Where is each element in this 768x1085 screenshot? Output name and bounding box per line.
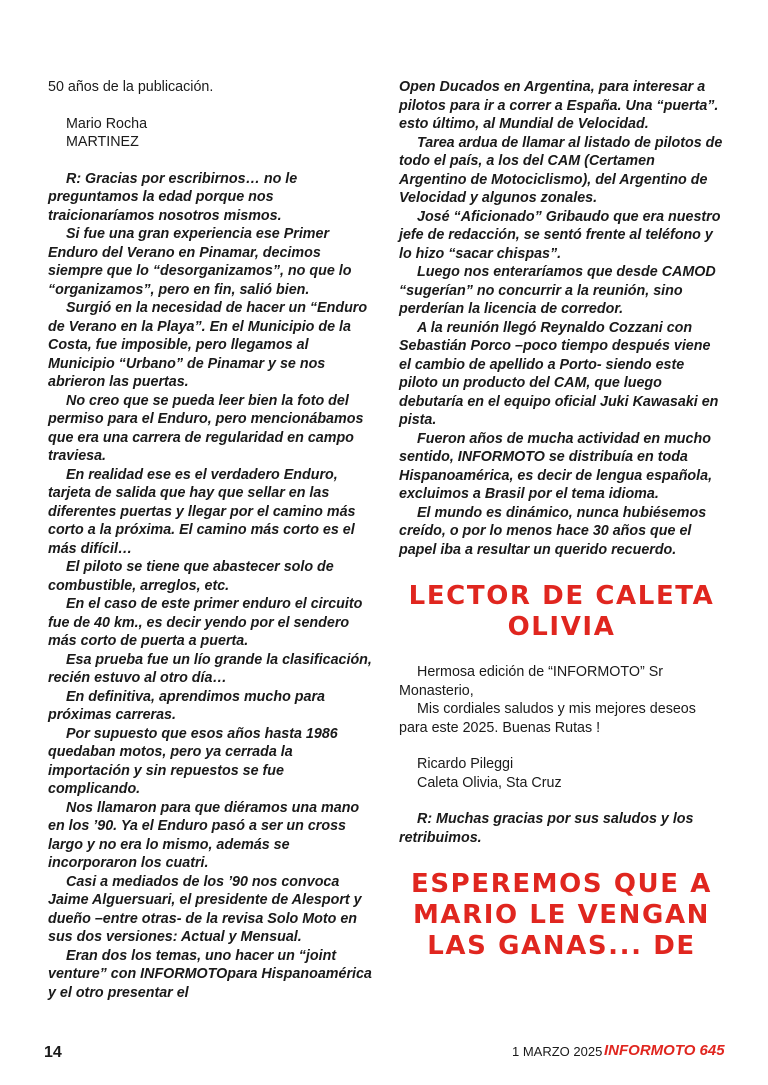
paragraph-gap [48, 152, 372, 170]
paragraph: No creo que se pueda leer bien la foto del permiso para el Enduro, pero mencionábamos que era una carrera de regularidad en campo traviesa. [48, 392, 364, 464]
signature-line: MARTINEZ [66, 134, 139, 150]
paragraph: Casi a mediados de los ’90 nos convoca Jaime Alguersuari, el presidente de Alesport y dueño –entre otras- de la revisa Solo Moto en sus dos versiones: Actual y Mensual. [48, 873, 362, 945]
paragraph: El mundo es dinámico, nunca hubiésemos creído, o por lo menos hace 30 años que el papel iba a resultar un querido recuerdo. [399, 504, 707, 558]
left-column [48, 78, 372, 1002]
paragraph: A la reunión llegó Reynaldo Cozzani con Sebastián Porco –poco tiempo después viene el cambio de apellido a Porto- siendo este piloto un producto del CAM, que luego debutaría en el equipo oficial Juki Kawasaki en pista. [399, 319, 719, 428]
paragraph: Luego nos enteraríamos que desde CAMOD “sugerían” no concurrir a la reunión, sino perderían la licencia de corredor. [399, 264, 716, 317]
paragraph: 50 años de la publicación. [48, 79, 214, 95]
paragraph: José “Aficionado” Gribaudo que era nuestro jefe de redacción, se sentó frente al teléfono y lo hizo “sacar chispas”. [399, 208, 721, 262]
issue-date: 1 MARZO 2025 [512, 1044, 603, 1059]
paragraph: Tarea ardua de llamar al listado de pilotos de todo el país, a los del CAM (Certamen Argentino de Motociclismo), del Argentino de Velocidad y algunos zonales. [399, 134, 723, 206]
signature-line: Caleta Olivia, Sta Cruz [417, 774, 562, 791]
right-column-top [399, 78, 724, 559]
paragraph-gap [399, 737, 724, 755]
paragraph: En definitiva, aprendimos mucho para próximas carreras. [48, 688, 325, 723]
paragraph: Mis cordiales saludos y mis mejores deseos para este 2025. Buenas Rutas ! [399, 701, 696, 736]
paragraph: En realidad ese es el verdadero Enduro, tarjeta de salida que hay que sellar en las diferentes puertas y llegar por el camino más corto a la próxima. El camino más corto es el más difícil… [48, 466, 356, 557]
paragraph: Si fue una gran experiencia ese Primer Enduro del Verano en Pinamar, decimos siempre que lo “desorganizamos”, no que lo “organizamos”, pero en fin, salió bien. [48, 226, 352, 298]
right-column-bottom [399, 663, 724, 847]
paragraph: Open Ducados en Argentina, para interesar a pilotos para ir a correr a España. Una “puerta”. esto último, al Mundial de Velocidad. [399, 79, 719, 132]
paragraph: Por supuesto que esos años hasta 1986 quedaban motos, pero ya cerrada la importación y sin repuestos se fue complicando. [48, 725, 338, 797]
magazine-brand: INFORMOTO 645 [604, 1042, 725, 1059]
page-number: 14 [44, 1044, 62, 1061]
paragraph: R: Muchas gracias por sus saludos y los retribuimos. [399, 811, 694, 846]
section-heading-lector-caleta-olivia: LECTOR DE CALETA OLIVIA [408, 581, 715, 642]
signature-line: Ricardo Pileggi [417, 756, 514, 772]
right-column [399, 78, 724, 962]
paragraph: En el caso de este primer enduro el circuito fue de 40 km., es decir yendo por el sendero más corto de puerta a puerta. [48, 596, 363, 649]
paragraph: Surgió en la necesidad de hacer un “Enduro de Verano en la Playa”. En el Municipio de la Costa, fue imposible, pero llegamos al Municipio “Urbano” de Pinamar y se nos abrieron las puertas. [48, 300, 368, 390]
paragraph-gap [399, 792, 724, 810]
paragraph: R: Gracias por escribirnos… no le preguntamos la edad porque nos traicionaríamos nosotros mismos. [48, 170, 298, 224]
paragraph: Fueron años de mucha actividad en mucho sentido, INFORMOTO se distribuía en toda Hispanoamérica, es decir de lengua española, excluimos a Brasil por el tema idioma. [399, 430, 713, 502]
paragraph: Hermosa edición de “INFORMOTO” Sr Monasterio, [399, 664, 664, 699]
paragraph: Eran dos los temas, uno hacer un “joint venture” con INFORMOTOpara Hispanoamérica y el otro presentar el [48, 947, 372, 1001]
signature-line: Mario Rocha [66, 115, 148, 132]
paragraph: El piloto se tiene que abastecer solo de combustible, arreglos, etc. [48, 559, 334, 594]
paragraph: Esa prueba fue un lío grande la clasificación, recién estuvo al otro día… [48, 651, 372, 686]
paragraph: Nos llamaron para que diéramos una mano en los ’90. Ya el Enduro pasó a ser un cross largo y no era lo mismo, además se incorporaron los cuatri. [48, 799, 360, 871]
section-heading-esperemos: ESPEREMOS QUE A MARIO LE VENGAN LAS GANAS... DE [411, 869, 712, 961]
paragraph-gap [48, 97, 372, 115]
